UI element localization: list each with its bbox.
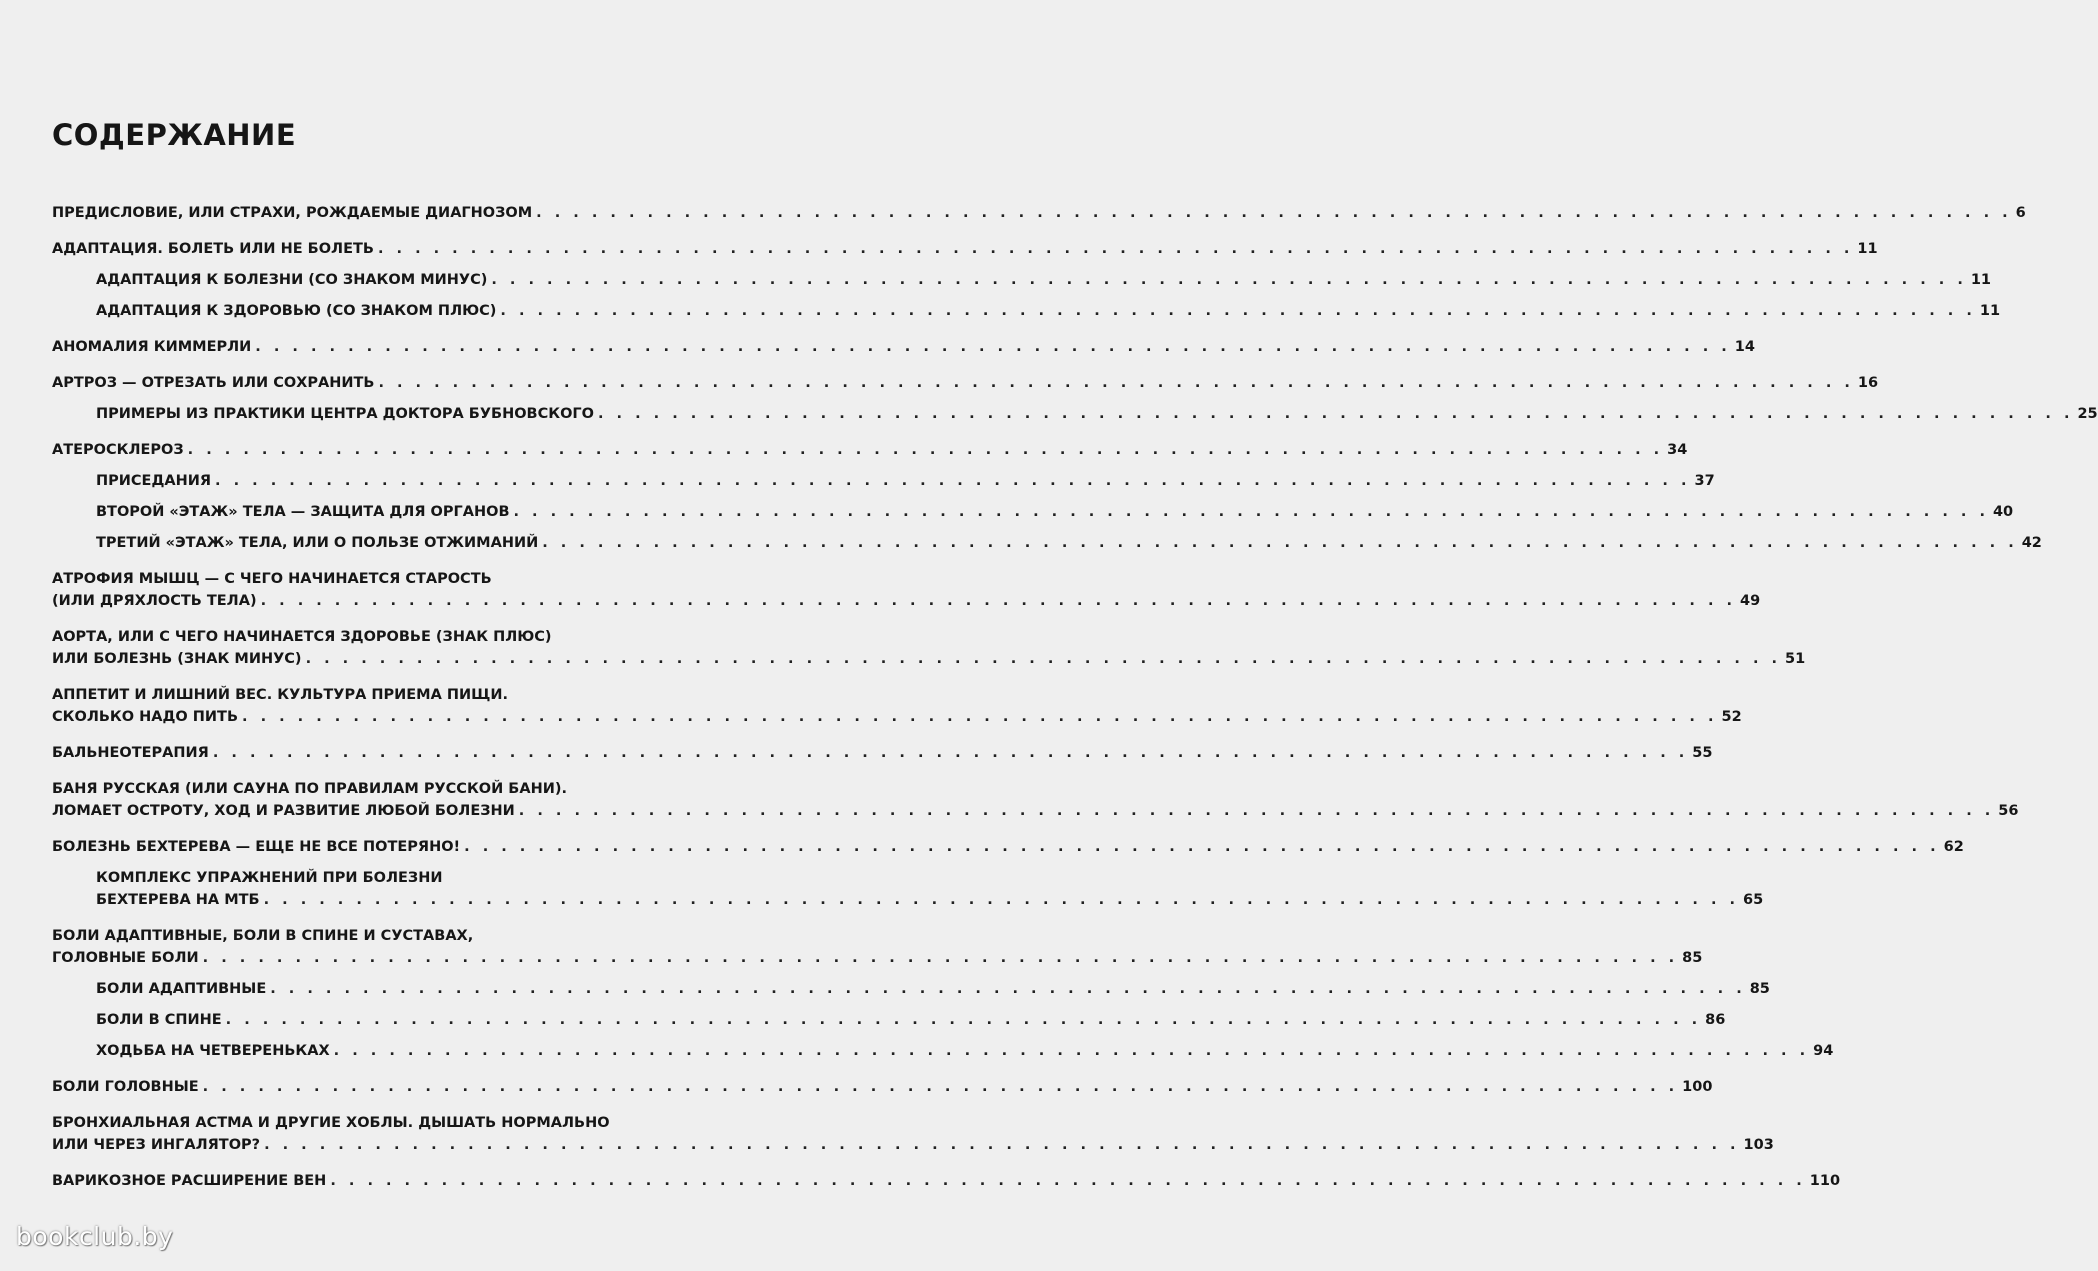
page-number: 100: [1682, 1079, 1713, 1095]
toc-entry[interactable]: [52, 1076, 1713, 1098]
toc-entry-row: [96, 978, 1770, 1000]
toc-entry-row: [96, 403, 2098, 425]
dot-leader: . . . . . . . . . . . . . . . . . . . . . . . . . . . . . . . . . . . . . . . . . . . . . . . . . . . . . . . . . . . . . . . . . . . . . . . . . . . . . . . .: [212, 745, 1689, 761]
toc-subentry[interactable]: [96, 300, 2001, 322]
dot-leader: . . . . . . . . . . . . . . . . . . . . . . . . . . . . . . . . . . . . . . . . . . . . . . . . . . . . . . . . . . . . . . . . . . . . . . . . . . . . . . . .: [464, 839, 1940, 855]
toc-entry-title-line: АНОМАЛИЯ КИММЕРЛИ: [52, 339, 252, 355]
dot-leader: . . . . . . . . . . . . . . . . . . . . . . . . . . . . . . . . . . . . . . . . . . . . . . . . . . . . . . . . . . . . . . . . . . . . . . . . . . . . . . . .: [536, 205, 2012, 221]
toc-entry-title-line: АДАПТАЦИЯ К БОЛЕЗНИ (СО ЗНАКОМ МИНУС): [96, 272, 488, 288]
dot-leader: . . . . . . . . . . . . . . . . . . . . . . . . . . . . . . . . . . . . . . . . . . . . . . . . . . . . . . . . . . . . . . . . . . . . . . . . . . . . . . . .: [378, 375, 1854, 391]
dot-leader: . . . . . . . . . . . . . . . . . . . . . . . . . . . . . . . . . . . . . . . . . . . . . . . . . . . . . . . . . . . . . . . . . . . . . . . . . . . . . . . .: [330, 1173, 1806, 1189]
toc-entry-title-line: ИЛИ БОЛЕЗНЬ (ЗНАК МИНУС): [52, 651, 302, 667]
toc-entry-title-line: АТРОФИЯ МЫШЦ — С ЧЕГО НАЧИНАЕТСЯ СТАРОСТЬ: [52, 571, 492, 587]
toc-entry-row: [96, 1009, 1726, 1031]
toc-entry-row: [52, 238, 1878, 260]
toc-subentry[interactable]: [96, 1009, 1726, 1031]
toc-entry[interactable]: [52, 202, 2026, 224]
page-number: 52: [1721, 709, 1742, 725]
toc-entry-row: [52, 1170, 1841, 1192]
toc-entry-title-line: АППЕТИТ И ЛИШНИЙ ВЕС. КУЛЬТУРА ПРИЕМА ПИЩИ.: [52, 687, 508, 703]
toc-entry-title-line: АТЕРОСКЛЕРОЗ: [52, 442, 184, 458]
toc-entry-title-line: ПРИМЕРЫ ИЗ ПРАКТИКИ ЦЕНТРА ДОКТОРА БУБНОВСКОГО: [96, 406, 594, 422]
toc-entry-title-line: АОРТА, ИЛИ С ЧЕГО НАЧИНАЕТСЯ ЗДОРОВЬЕ (ЗНАК ПЛЮС): [52, 629, 552, 645]
page-number: 110: [1809, 1173, 1841, 1189]
toc-entry-title-line: ГОЛОВНЫЕ БОЛИ: [52, 950, 199, 966]
toc-entry-title-line: БОЛЕЗНЬ БЕХТЕРЕВА — ЕЩЕ НЕ ВСЕ ПОТЕРЯНО!: [52, 839, 461, 855]
toc-entry-row: [52, 836, 1964, 858]
toc-entry-title-line: БРОНХИАЛЬНАЯ АСТМА И ДРУГИЕ ХОБЛЫ. ДЫШАТЬ НОРМАЛЬНО: [52, 1115, 610, 1131]
toc-subentry[interactable]: [96, 403, 2098, 425]
page-number: 16: [1857, 375, 1879, 391]
toc-entry-title-line: ИЛИ ЧЕРЕЗ ИНГАЛЯТОР?: [52, 1137, 261, 1153]
toc-entry-row: [96, 300, 2001, 322]
dot-leader: . . . . . . . . . . . . . . . . . . . . . . . . . . . . . . . . . . . . . . . . . . . . . . . . . . . . . . . . . . . . . . . . . . . . . . . . . . . . . . . .: [202, 1079, 1679, 1095]
toc-entry-title-line: СКОЛЬКО НАДО ПИТЬ: [52, 709, 239, 725]
toc-entry-title-line: АДАПТАЦИЯ. БОЛЕТЬ ИЛИ НЕ БОЛЕТЬ: [52, 241, 374, 257]
dot-leader: . . . . . . . . . . . . . . . . . . . . . . . . . . . . . . . . . . . . . . . . . . . . . . . . . . . . . . . . . . . . . . . . . . . . . . . . . . . . . . . .: [225, 1012, 1702, 1028]
page-number: 94: [1813, 1043, 1834, 1059]
toc-entry-row: [96, 470, 1715, 492]
toc-entry[interactable]: [52, 626, 1806, 670]
toc-subentry[interactable]: [96, 978, 1770, 1000]
toc-entry-row: [52, 590, 1761, 612]
page-number: 25: [2077, 406, 2098, 422]
toc-entry-title-line: БОЛИ АДАПТИВНЫЕ, БОЛИ В СПИНЕ И СУСТАВАХ,: [52, 928, 474, 944]
dot-leader: . . . . . . . . . . . . . . . . . . . . . . . . . . . . . . . . . . . . . . . . . . . . . . . . . . . . . . . . . . . . . . . . . . . . . . . . . . . . . . . .: [242, 709, 1718, 725]
dot-leader: . . . . . . . . . . . . . . . . . . . . . . . . . . . . . . . . . . . . . . . . . . . . . . . . . . . . . . . . . . . . . . . . . . . . . . . . . . . . . . . .: [518, 803, 1995, 819]
toc-entry-row: [52, 947, 1703, 969]
toc-entry-row: [52, 648, 1806, 670]
page-number: 42: [2021, 535, 2042, 551]
dot-leader: . . . . . . . . . . . . . . . . . . . . . . . . . . . . . . . . . . . . . . . . . . . . . . . . . . . . . . . . . . . . . . . . . . . . . . . . . . . . . . . .: [255, 339, 1731, 355]
toc-entry[interactable]: [52, 1112, 1774, 1156]
toc-entry[interactable]: [52, 568, 1761, 612]
dot-leader: . . . . . . . . . . . . . . . . . . . . . . . . . . . . . . . . . . . . . . . . . . . . . . . . . . . . . . . . . . . . . . . . . . . . . . . . . . . . . . . .: [542, 535, 2018, 551]
dot-leader: . . . . . . . . . . . . . . . . . . . . . . . . . . . . . . . . . . . . . . . . . . . . . . . . . . . . . . . . . . . . . . . . . . . . . . . . . . . . . . . .: [377, 241, 1854, 257]
dot-leader: . . . . . . . . . . . . . . . . . . . . . . . . . . . . . . . . . . . . . . . . . . . . . . . . . . . . . . . . . . . . . . . . . . . . . . . . . . . . . . . .: [215, 473, 1691, 489]
toc-entry[interactable]: [52, 925, 1703, 969]
toc-entry-row: [96, 269, 1992, 291]
toc-entry[interactable]: [52, 742, 1713, 764]
toc-entry[interactable]: [52, 836, 1964, 858]
page-number: 6: [2015, 205, 2026, 221]
dot-leader: . . . . . . . . . . . . . . . . . . . . . . . . . . . . . . . . . . . . . . . . . . . . . . . . . . . . . . . . . . . . . . . . . . . . . . . . . . . . . . . .: [491, 272, 1967, 288]
page-number: 62: [1943, 839, 1964, 855]
page-number: 14: [1734, 339, 1755, 355]
toc-subentry[interactable]: [96, 1040, 1834, 1062]
toc-entry-row: [52, 439, 1688, 461]
page-number: 85: [1749, 981, 1770, 997]
dot-leader: . . . . . . . . . . . . . . . . . . . . . . . . . . . . . . . . . . . . . . . . . . . . . . . . . . . . . . . . . . . . . . . . . . . . . . . . . . . . . . . .: [597, 406, 2074, 422]
toc-entry-row: [96, 1040, 1834, 1062]
toc-subentry[interactable]: [96, 269, 1992, 291]
toc-entry-row: [52, 706, 1742, 728]
toc-entry-title-line: КОМПЛЕКС УПРАЖНЕНИЙ ПРИ БОЛЕЗНИ: [96, 870, 443, 886]
toc-entry-row: [52, 742, 1713, 764]
toc-subentry[interactable]: [96, 501, 2014, 523]
toc-subentry[interactable]: [96, 470, 1715, 492]
dot-leader: . . . . . . . . . . . . . . . . . . . . . . . . . . . . . . . . . . . . . . . . . . . . . . . . . . . . . . . . . . . . . . . . . . . . . . . . . . . . . . . .: [270, 981, 1746, 997]
toc-entry-title-line: АДАПТАЦИЯ К ЗДОРОВЬЮ (СО ЗНАКОМ ПЛЮС): [96, 303, 497, 319]
toc-entry[interactable]: [52, 336, 1755, 358]
toc-entry-row: [52, 202, 2026, 224]
toc-entry-title-line: ТРЕТИЙ «ЭТАЖ» ТЕЛА, ИЛИ О ПОЛЬЗЕ ОТЖИМАНИЙ: [96, 535, 539, 551]
toc-entry-title-line: АРТРОЗ — ОТРЕЗАТЬ ИЛИ СОХРАНИТЬ: [52, 375, 375, 391]
watermark: bookclub.by: [16, 1222, 174, 1251]
page-number: 11: [1970, 272, 1992, 288]
toc-entry-row: [52, 1076, 1713, 1098]
table-of-contents: [52, 202, 2098, 1192]
dot-leader: . . . . . . . . . . . . . . . . . . . . . . . . . . . . . . . . . . . . . . . . . . . . . . . . . . . . . . . . . . . . . . . . . . . . . . . . . . . . . . . .: [264, 1137, 1740, 1153]
page-number: 37: [1694, 473, 1715, 489]
page-number: 55: [1692, 745, 1713, 761]
toc-entry[interactable]: [52, 778, 2019, 822]
dot-leader: . . . . . . . . . . . . . . . . . . . . . . . . . . . . . . . . . . . . . . . . . . . . . . . . . . . . . . . . . . . . . . . . . . . . . . . . . . . . . . . .: [305, 651, 1782, 667]
toc-entry-title-line: БОЛИ АДАПТИВНЫЕ: [96, 981, 267, 997]
toc-entry-title-line: ХОДЬБА НА ЧЕТВЕРЕНЬКАХ: [96, 1043, 330, 1059]
toc-entry[interactable]: [52, 439, 1688, 461]
toc-entry[interactable]: [52, 1170, 1841, 1192]
dot-leader: . . . . . . . . . . . . . . . . . . . . . . . . . . . . . . . . . . . . . . . . . . . . . . . . . . . . . . . . . . . . . . . . . . . . . . . . . . . . . . . .: [260, 593, 1737, 609]
toc-entry-title-line: ВТОРОЙ «ЭТАЖ» ТЕЛА — ЗАЩИТА ДЛЯ ОРГАНОВ: [96, 504, 510, 520]
toc-entry-title-line: ПРЕДИСЛОВИЕ, ИЛИ СТРАХИ, РОЖДАЕМЫЕ ДИАГНОЗОМ: [52, 205, 533, 221]
page-number: 49: [1740, 593, 1761, 609]
page-number: 85: [1682, 950, 1703, 966]
toc-entry-title-line: БАЛЬНЕОТЕРАПИЯ: [52, 745, 209, 761]
toc-entry-title-line: ЛОМАЕТ ОСТРОТУ, ХОД И РАЗВИТИЕ ЛЮБОЙ БОЛЕЗНИ: [52, 803, 515, 819]
toc-entry-title-line: (ИЛИ ДРЯХЛОСТЬ ТЕЛА): [52, 593, 257, 609]
page-number: 103: [1743, 1137, 1774, 1153]
dot-leader: . . . . . . . . . . . . . . . . . . . . . . . . . . . . . . . . . . . . . . . . . . . . . . . . . . . . . . . . . . . . . . . . . . . . . . . . . . . . . . . .: [187, 442, 1664, 458]
dot-leader: . . . . . . . . . . . . . . . . . . . . . . . . . . . . . . . . . . . . . . . . . . . . . . . . . . . . . . . . . . . . . . . . . . . . . . . . . . . . . . . .: [202, 950, 1679, 966]
toc-entry-title-line: БОЛИ В СПИНЕ: [96, 1012, 222, 1028]
toc-entry[interactable]: [52, 372, 1879, 394]
toc-entry-row: [96, 532, 2042, 554]
dot-leader: . . . . . . . . . . . . . . . . . . . . . . . . . . . . . . . . . . . . . . . . . . . . . . . . . . . . . . . . . . . . . . . . . . . . . . . . . . . . . . . .: [263, 892, 1740, 908]
toc-entry-row: [96, 501, 2014, 523]
page-number: 11: [1857, 241, 1878, 257]
toc-entry-row: [96, 889, 1764, 911]
dot-leader: . . . . . . . . . . . . . . . . . . . . . . . . . . . . . . . . . . . . . . . . . . . . . . . . . . . . . . . . . . . . . . . . . . . . . . . . . . . . . . . .: [500, 303, 1976, 319]
page-number: 40: [1992, 504, 2014, 520]
toc-subentry[interactable]: [96, 867, 1764, 911]
dot-leader: . . . . . . . . . . . . . . . . . . . . . . . . . . . . . . . . . . . . . . . . . . . . . . . . . . . . . . . . . . . . . . . . . . . . . . . . . . . . . . . .: [333, 1043, 1810, 1059]
dot-leader: . . . . . . . . . . . . . . . . . . . . . . . . . . . . . . . . . . . . . . . . . . . . . . . . . . . . . . . . . . . . . . . . . . . . . . . . . . . . . . . .: [513, 504, 1989, 520]
toc-entry-row: [52, 800, 2019, 822]
page-number: 11: [1979, 303, 2001, 319]
page-number: 34: [1667, 442, 1688, 458]
toc-entry[interactable]: [52, 238, 1878, 260]
toc-entry-title-line: ВАРИКОЗНОЕ РАСШИРЕНИЕ ВЕН: [52, 1173, 327, 1189]
toc-entry-title-line: БЕХТЕРЕВА НА МТБ: [96, 892, 260, 908]
toc-entry-row: [52, 1134, 1774, 1156]
toc-subentry[interactable]: [96, 532, 2042, 554]
page-number: 86: [1705, 1012, 1726, 1028]
toc-entry-title-line: БОЛИ ГОЛОВНЫЕ: [52, 1079, 199, 1095]
toc-entry-row: [52, 372, 1879, 394]
page-number: 65: [1743, 892, 1764, 908]
toc-entry-title-line: БАНЯ РУССКАЯ (ИЛИ САУНА ПО ПРАВИЛАМ РУССКОЙ БАНИ).: [52, 781, 567, 797]
toc-entry-row: [52, 336, 1755, 358]
toc-entry[interactable]: [52, 684, 1742, 728]
page-number: 56: [1998, 803, 2019, 819]
page-number: 51: [1785, 651, 1806, 667]
page-title: СОДЕРЖАНИЕ: [52, 118, 297, 152]
toc-entry-title-line: ПРИСЕДАНИЯ: [96, 473, 212, 489]
